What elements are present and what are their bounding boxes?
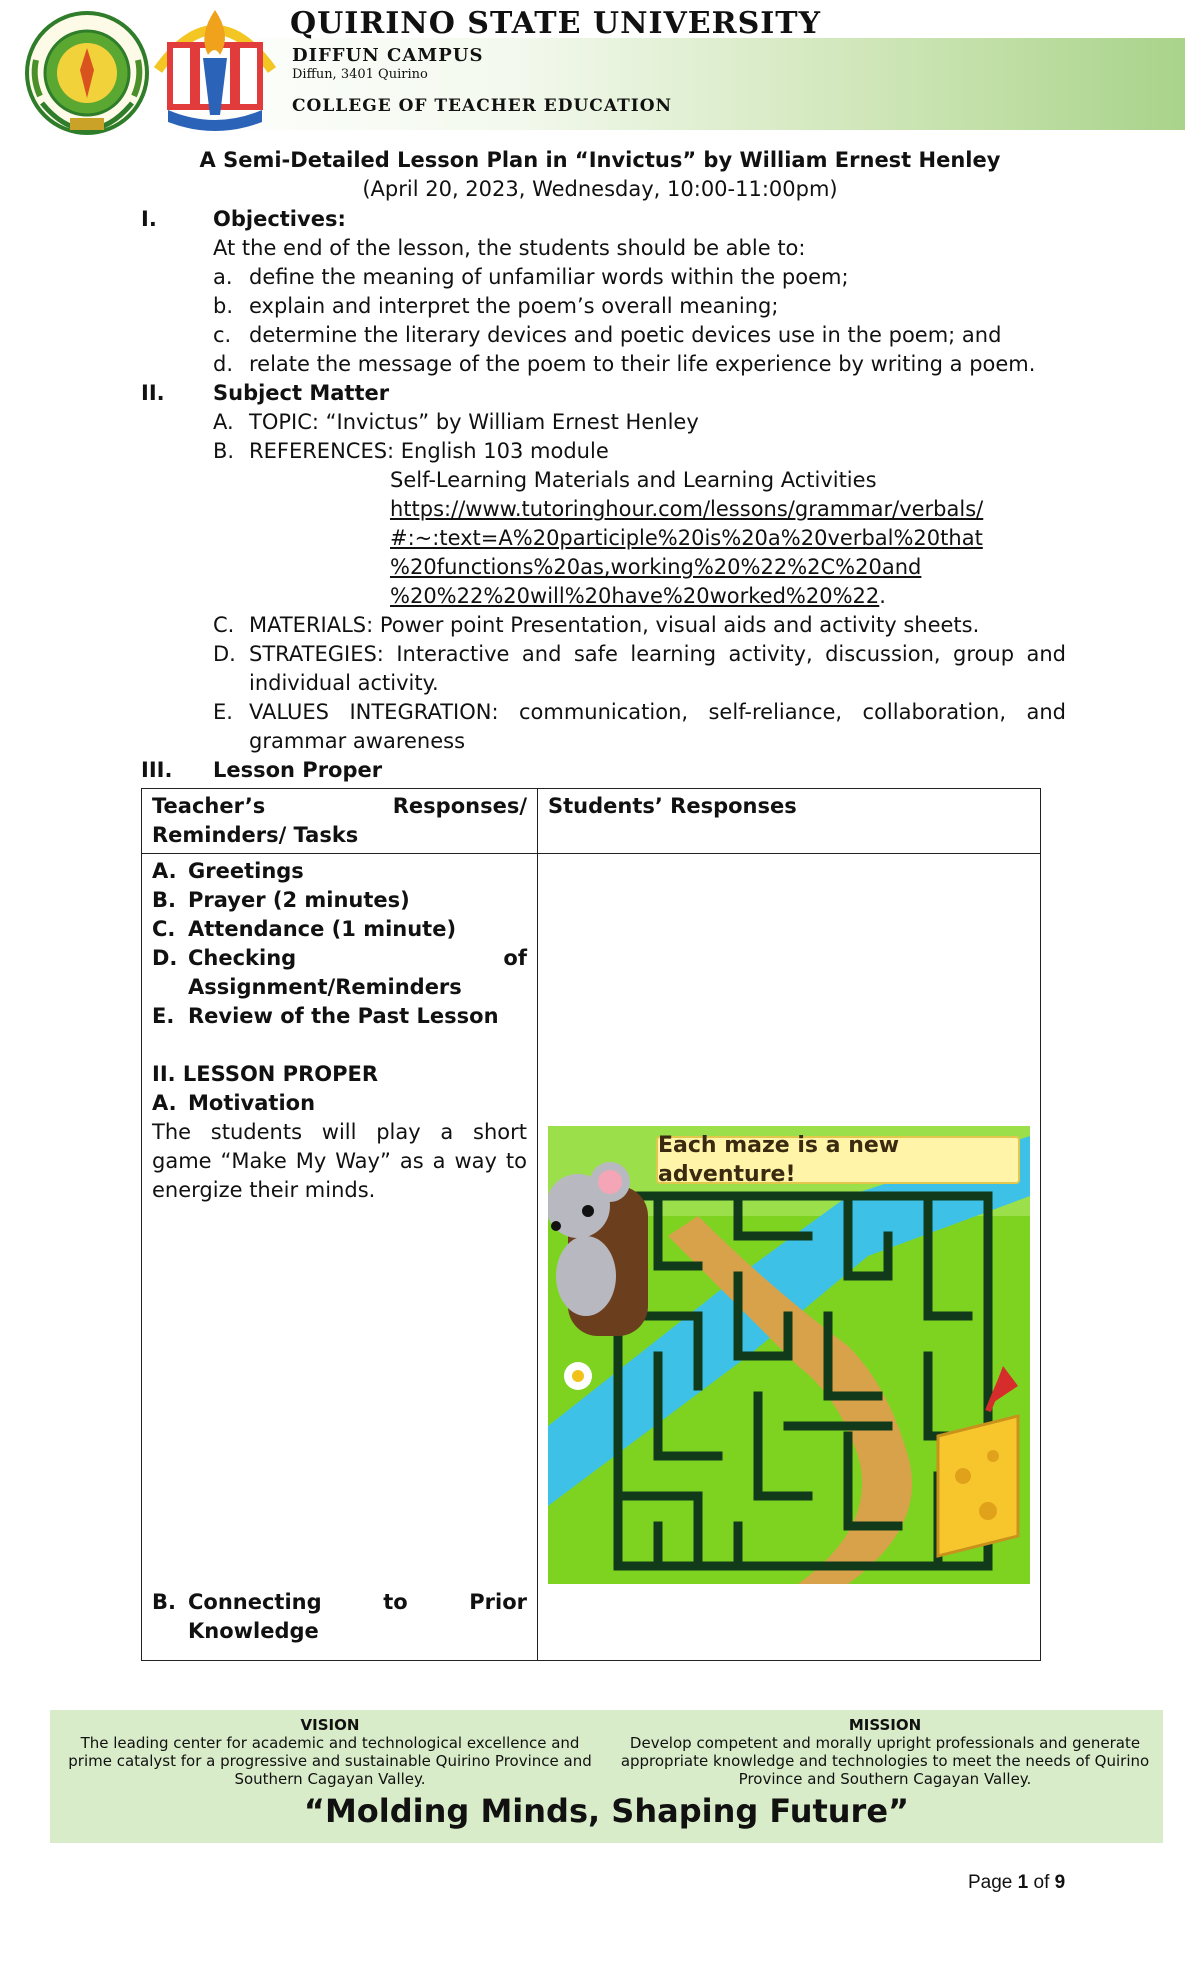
reference-link[interactable]: %20functions%20as,working%20%22%2C%20and — [390, 555, 922, 579]
mission-label: MISSION — [848, 1716, 922, 1734]
list-item — [152, 1002, 527, 1031]
teacher-column-header — [142, 789, 538, 854]
section-number: II. — [141, 381, 165, 405]
university-seal-logo — [22, 8, 152, 138]
item-word: of — [503, 946, 527, 970]
motivation-description: The students will play a short game “Make My Way” as a way to energize their minds. — [152, 1120, 527, 1202]
lesson-plan-body — [141, 205, 1066, 785]
header-word: Teacher’s — [152, 794, 266, 818]
objective-item — [141, 321, 1066, 350]
vision-mission-box — [50, 1710, 1163, 1843]
item-text: Prayer (2 minutes) — [188, 888, 410, 912]
item-text — [188, 944, 527, 1002]
reference-link-period: . — [879, 584, 886, 608]
mission-block — [615, 1716, 1155, 1788]
item-marker: A. — [152, 1091, 177, 1115]
vision-block — [60, 1716, 600, 1788]
header-word: Reminders/ Tasks — [152, 823, 359, 847]
students-column-header: Students’ Responses — [538, 789, 1041, 854]
letterhead — [0, 0, 1200, 135]
reference-link[interactable]: https://www.tutoringhour.com/lessons/grammar/verbals/ — [390, 497, 984, 521]
section-objectives — [141, 205, 1066, 234]
mission-text: Develop competent and morally upright professionals and generate appropriate knowledge and technologies to meet the needs of Quirino Province and Southern Cagayan Valley. — [620, 1734, 1150, 1788]
list-item — [152, 1588, 527, 1646]
item-marker: C. — [152, 917, 176, 941]
objective-item — [141, 263, 1066, 292]
item-marker: B. — [213, 439, 235, 463]
item-text: define the meaning of unfamiliar words within the poem; — [249, 265, 849, 289]
section-heading: Subject Matter — [213, 381, 390, 405]
section-lesson-proper — [141, 756, 1066, 785]
item-marker: D. — [213, 642, 236, 666]
subject-item — [141, 408, 1066, 437]
item-text: Attendance (1 minute) — [188, 917, 457, 941]
tagline: “Molding Minds, Shaping Future” — [303, 1792, 910, 1830]
students-cell — [538, 854, 1041, 1661]
objective-item — [141, 292, 1066, 321]
header-word: Responses/ — [392, 794, 527, 818]
item-text: TOPIC: “Invictus” by William Ernest Henley — [249, 410, 699, 434]
lesson-plan-title: A Semi-Detailed Lesson Plan in “Invictus” by William Ernest Henley — [199, 148, 1001, 172]
item-marker: A. — [213, 410, 234, 434]
section-subject-matter — [141, 379, 1066, 408]
list-item — [152, 944, 527, 1002]
campus-address: Diffun, 3401 Quirino — [292, 67, 428, 82]
item-text: STRATEGIES: Interactive and safe learning activity, discussion, group and individual activity. — [249, 642, 1066, 695]
maze-game-image — [548, 1126, 1030, 1584]
item-text: VALUES INTEGRATION: communication, self-reliance, collaboration, and grammar awareness — [249, 700, 1066, 753]
item-word: Checking — [188, 946, 297, 970]
item-text: explain and interpret the poem’s overall meaning; — [249, 294, 779, 318]
subject-item — [141, 437, 1066, 466]
item-word: Prior — [469, 1590, 527, 1614]
cheese-icon — [938, 1416, 1018, 1556]
reference-extra: Self-Learning Materials and Learning Activities — [390, 468, 877, 492]
item-marker: b. — [213, 294, 234, 318]
flower-icon — [564, 1362, 592, 1390]
item-text: relate the message of the poem to their life experience by writing a poem. — [249, 352, 1036, 376]
section-heading: Objectives: — [213, 207, 346, 231]
item-word: Knowledge — [188, 1619, 319, 1643]
item-text: Motivation — [188, 1091, 316, 1115]
item-text: REFERENCES: English 103 module — [249, 439, 609, 463]
section-number: III. — [141, 758, 173, 782]
page-total: 9 — [1054, 1872, 1066, 1893]
section-number: I. — [141, 207, 157, 231]
item-marker: B. — [152, 888, 176, 912]
section-heading: Lesson Proper — [213, 758, 383, 782]
item-word: Connecting — [188, 1590, 322, 1614]
item-marker: c. — [213, 323, 232, 347]
subject-item — [141, 640, 1066, 698]
page-of: of — [1033, 1872, 1050, 1893]
subject-item — [141, 611, 1066, 640]
vision-label: VISION — [300, 1716, 360, 1734]
list-item — [152, 886, 527, 915]
page-number — [968, 1872, 1065, 1894]
item-word: to — [383, 1590, 408, 1614]
item-word: Assignment/Reminders — [188, 975, 462, 999]
item-marker: A. — [152, 859, 177, 883]
item-marker: d. — [213, 352, 234, 376]
objective-item — [141, 350, 1066, 379]
lesson-table — [141, 788, 1041, 1661]
lesson-plan-date: (April 20, 2023, Wednesday, 10:00-11:00pm) — [362, 177, 838, 201]
list-item — [152, 857, 527, 886]
college-name: COLLEGE OF TEACHER EDUCATION — [292, 96, 673, 116]
item-marker: E. — [152, 1004, 175, 1028]
item-text: determine the literary devices and poetic devices use in the poem; and — [249, 323, 1002, 347]
page-current: 1 — [1017, 1872, 1029, 1893]
item-marker: a. — [213, 265, 233, 289]
list-item — [152, 1089, 527, 1118]
item-marker: C. — [213, 613, 235, 637]
item-text — [188, 1588, 527, 1646]
item-marker: E. — [213, 700, 233, 724]
university-name: QUIRINO STATE UNIVERSITY — [290, 6, 822, 41]
subject-item — [141, 698, 1066, 756]
maze-illustration — [548, 1126, 1030, 1584]
reference-link[interactable]: #:~:text=A%20participle%20is%20a%20verbal%20that — [390, 526, 983, 550]
item-text: MATERIALS: Power point Presentation, visual aids and activity sheets. — [249, 613, 980, 637]
list-item — [152, 915, 527, 944]
college-torch-logo — [148, 0, 282, 140]
objectives-intro: At the end of the lesson, the students should be able to: — [213, 236, 806, 260]
campus-name: DIFFUN CAMPUS — [292, 45, 484, 66]
maze-caption: Each maze is a new adventure! — [656, 1136, 1020, 1184]
item-text: Greetings — [188, 859, 304, 883]
table-header-row — [142, 789, 1041, 854]
reference-link[interactable]: %20%22%20will%20have%20worked%20%22 — [390, 584, 880, 608]
page-prefix: Page — [968, 1872, 1013, 1893]
table-row — [142, 854, 1041, 1661]
vision-text: The leading center for academic and technological excellence and prime catalyst for a progressive and sustainable Quirino Province and Southern Cagayan Valley. — [68, 1734, 592, 1788]
item-text: Review of the Past Lesson — [188, 1004, 499, 1028]
item-marker: D. — [152, 946, 178, 970]
references-block — [141, 466, 1066, 611]
teacher-cell — [142, 854, 538, 1661]
lesson-proper-heading: II. LESSON PROPER — [152, 1062, 379, 1086]
item-marker: B. — [152, 1590, 176, 1614]
